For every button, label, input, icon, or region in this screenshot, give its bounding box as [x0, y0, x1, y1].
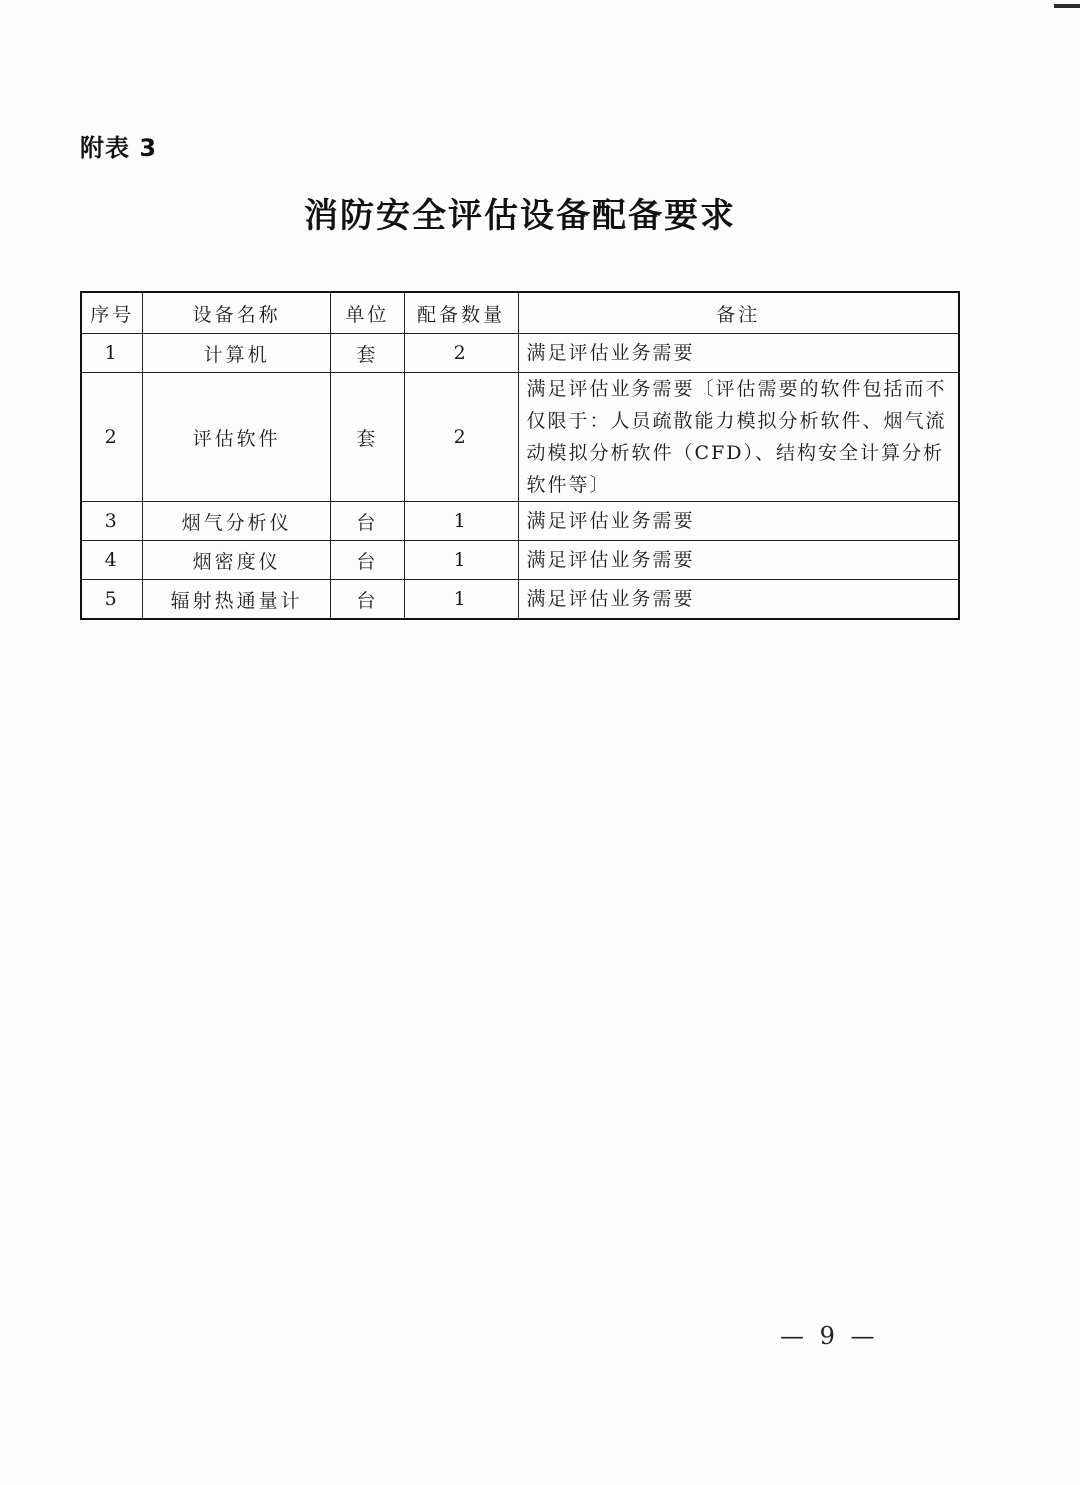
column-header-unit: 单位 [330, 292, 404, 334]
column-header-index: 序号 [81, 292, 143, 334]
cell-note: 满足评估业务需要 [518, 541, 959, 580]
equipment-table [80, 291, 960, 620]
document-title: 消防安全评估设备配备要求 [304, 196, 736, 236]
column-header-note: 备注 [518, 292, 959, 334]
cell-quantity: 1 [404, 541, 518, 580]
cell-name: 辐射热通量计 [143, 580, 331, 620]
cell-index: 5 [81, 580, 143, 620]
column-header-name: 设备名称 [143, 292, 331, 334]
table-row [81, 541, 959, 580]
table-header-row [81, 292, 959, 334]
cell-note: 满足评估业务需要 [518, 580, 959, 620]
column-header-quantity: 配备数量 [404, 292, 518, 334]
table-row [81, 580, 959, 620]
cell-index: 4 [81, 541, 143, 580]
cell-name: 计算机 [143, 334, 331, 373]
cell-unit: 台 [330, 580, 404, 620]
cell-unit: 套 [330, 373, 404, 502]
cell-unit: 台 [330, 541, 404, 580]
cell-quantity: 2 [404, 334, 518, 373]
scan-edge-mark [1054, 4, 1080, 8]
table-row [81, 502, 959, 541]
cell-note: 满足评估业务需要 [518, 334, 959, 373]
cell-note: 满足评估业务需要〔评估需要的软件包括而不仅限于：人员疏散能力模拟分析软件、烟气流动模拟分析软件（CFD）、结构安全计算分析软件等〕 [518, 373, 959, 502]
cell-name: 烟气分析仪 [143, 502, 331, 541]
attachment-label: 附表 3 [80, 134, 158, 162]
cell-quantity: 2 [404, 373, 518, 502]
cell-index: 2 [81, 373, 143, 502]
cell-unit: 台 [330, 502, 404, 541]
cell-unit: 套 [330, 334, 404, 373]
cell-quantity: 1 [404, 580, 518, 620]
cell-name: 烟密度仪 [143, 541, 331, 580]
cell-note: 满足评估业务需要 [518, 502, 959, 541]
page-number: — 9 — [780, 1322, 879, 1350]
cell-index: 1 [81, 334, 143, 373]
cell-name: 评估软件 [143, 373, 331, 502]
cell-index: 3 [81, 502, 143, 541]
table-row [81, 373, 959, 502]
table-row [81, 334, 959, 373]
cell-quantity: 1 [404, 502, 518, 541]
